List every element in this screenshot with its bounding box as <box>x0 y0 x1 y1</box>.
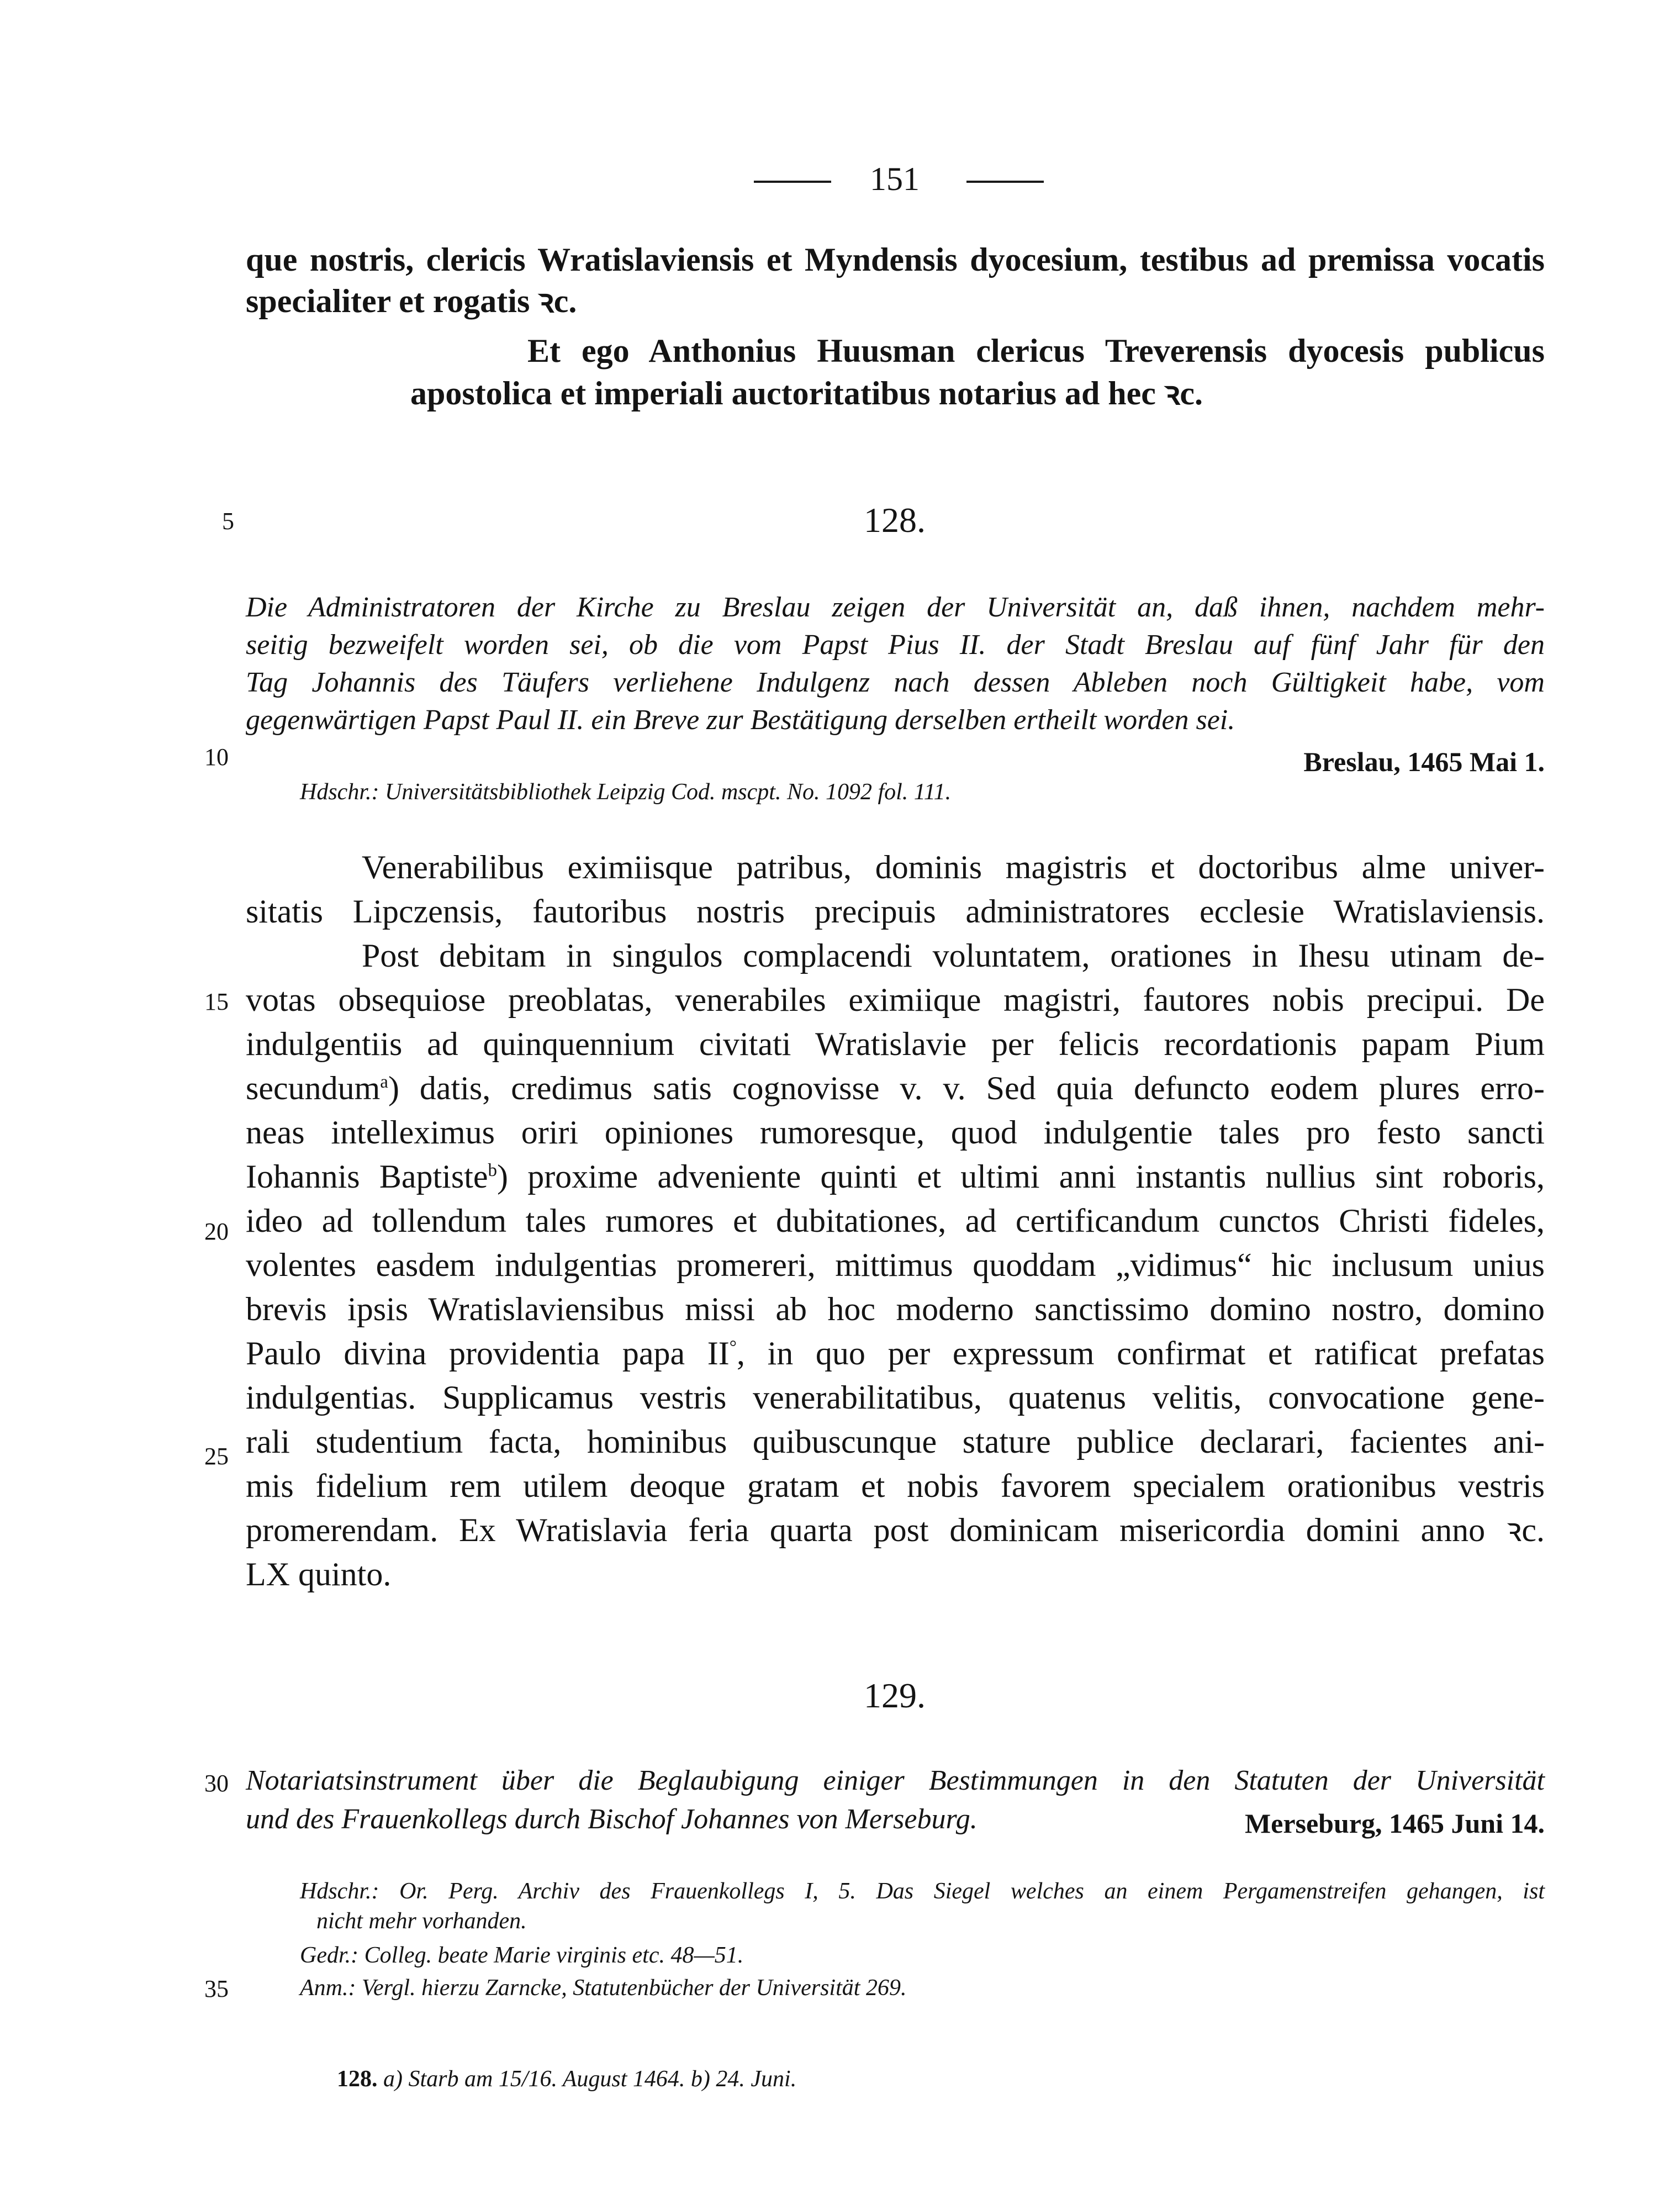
line-number: 5 <box>222 508 234 535</box>
line-number: 20 <box>204 1218 229 1245</box>
print-note-129: Gedr.: Colleg. beate Marie virginis etc. 48—51. <box>300 1943 744 1968</box>
annotation-note-129: Anm.: Vergl. hierzu Zarncke, Statutenbücher der Universität 269. <box>300 1975 907 2001</box>
source-note-129: Hdschr.: Or. Perg. Archiv des Frauenkollegs I, 5. Das Siegel welches an einem Pergamenstreifen gehangen, ist <box>300 1879 1545 1904</box>
regest-line: Die Administratoren der Kirche zu Breslau zeigen der Universität an, daß ihnen, nachdem mehr- <box>246 592 1545 623</box>
text-line: secundum$^a$) datis, credimus satis cognovisse v. v. Sed quia defuncto eodem plures erro- <box>246 1070 1545 1106</box>
footnotes <box>337 2066 796 2092</box>
line-number: 15 <box>204 988 229 1015</box>
regest-line: gegenwärtigen Papst Paul II. ein Breve zur Bestätigung derselben ertheilt worden sei. <box>246 704 1235 736</box>
line-number: 35 <box>204 1975 229 2002</box>
text-line: rali studentium facta, hominibus quibuscunque stature publice declarari, facientes ani- <box>246 1423 1545 1460</box>
text-line: sitatis Lipczensis, fautoribus nostris precipuis administratores ecclesie Wratislaviensis. <box>246 893 1545 930</box>
dateline-129: Merseburg, 1465 Juni 14. <box>1244 1808 1545 1839</box>
text-line: mis fidelium rem utilem deoque gratam et nobis favorem specialem orationibus vestris <box>246 1468 1545 1504</box>
line-number: 10 <box>204 743 229 771</box>
source-note-128: Hdschr.: Universitätsbibliothek Leipzig Cod. mscpt. No. 1092 fol. 111. <box>300 779 952 805</box>
text-line: votas obsequiose preoblatas, venerabiles eximiique magistri, fautores nobis precipui. De <box>246 982 1545 1018</box>
regest-line: Notariatsinstrument über die Beglaubigung einiger Bestimmungen in den Statuten der Universität <box>246 1765 1545 1796</box>
footnote-mark-b: b <box>488 1161 497 1180</box>
footnote-mark-a: a <box>380 1072 388 1092</box>
text-line: indulgentias. Supplicamus vestris venerabilitatibus, quatenus velitis, convocatione gene- <box>246 1379 1545 1416</box>
text-line: Paulo divina providentia papa II°, in quo per expressum confirmat et ratificat prefatas <box>246 1335 1545 1372</box>
text-line: ideo ad tollendum tales rumores et dubitationes, ad certificandum cunctos Christi fideles, <box>246 1202 1545 1239</box>
intro-line: specialiter et rogatis ꝛc. <box>246 283 577 319</box>
text-line: Venerabilibus eximiisque patribus, dominis magistris et doctoribus alme univer- <box>362 849 1545 885</box>
notary-line: Et ego Anthonius Huusman clericus Treverensis dyocesis publicus <box>527 333 1545 369</box>
text-line: neas intelleximus oriri opiniones rumoresque, quod indulgentie tales pro festo sancti <box>246 1114 1545 1151</box>
header-rule-left <box>754 181 831 183</box>
document-number-128: 128. <box>864 500 926 540</box>
source-note-129: nicht mehr vorhanden. <box>316 1908 527 1934</box>
text-line: promerendam. Ex Wratislavia feria quarta post dominicam misericordia domini anno ꝛc. <box>246 1512 1545 1548</box>
text-line: Iohannis Baptiste$^b$) proxime adveniente quinti et ultimi anni instantis nullius sint roboris, <box>246 1158 1545 1195</box>
line-number: 25 <box>204 1443 229 1470</box>
footnote-ref: 128. <box>337 2066 378 2092</box>
regest-line: seitig bezweifelt worden sei, ob die vom Papst Pius II. der Stadt Breslau auf fünf Jahr für den <box>246 629 1545 661</box>
dateline-128: Breslau, 1465 Mai 1. <box>1303 746 1545 777</box>
text-line: brevis ipsis Wratislaviensibus missi ab hoc moderno sanctissimo domino nostro, domino <box>246 1291 1545 1327</box>
regest-line: Tag Johannis des Täufers verliehene Indulgenz nach dessen Ableben noch Gültigkeit habe, vom <box>246 667 1545 698</box>
text-line: Post debitam in singulos complacendi voluntatem, orationes in Ihesu utinam de- <box>362 937 1545 974</box>
notary-line: apostolica et imperiali auctoritatibus notarius ad hec ꝛc. <box>410 375 1203 412</box>
intro-line: que nostris, clericis Wratislaviensis et Myndensis dyocesium, testibus ad premissa vocatis <box>246 241 1545 278</box>
text-line: LX quinto. <box>246 1556 392 1592</box>
text-line: indulgentiis ad quinquennium civitati Wratislavie per felicis recordationis papam Pium <box>246 1026 1545 1062</box>
document-number-129: 129. <box>864 1676 926 1715</box>
page-number: 151 <box>870 161 920 197</box>
line-number: 30 <box>204 1770 229 1797</box>
header-rule-right <box>966 181 1044 183</box>
text-line: volentes easdem indulgentias promereri, mittimus quoddam „vidimus“ hic inclusum unius <box>246 1247 1545 1283</box>
footnote-text: a) Starb am 15/16. August 1464. b) 24. Juni. <box>383 2066 797 2092</box>
regest-line: und des Frauenkollegs durch Bischof Johannes von Merseburg. <box>246 1803 978 1835</box>
